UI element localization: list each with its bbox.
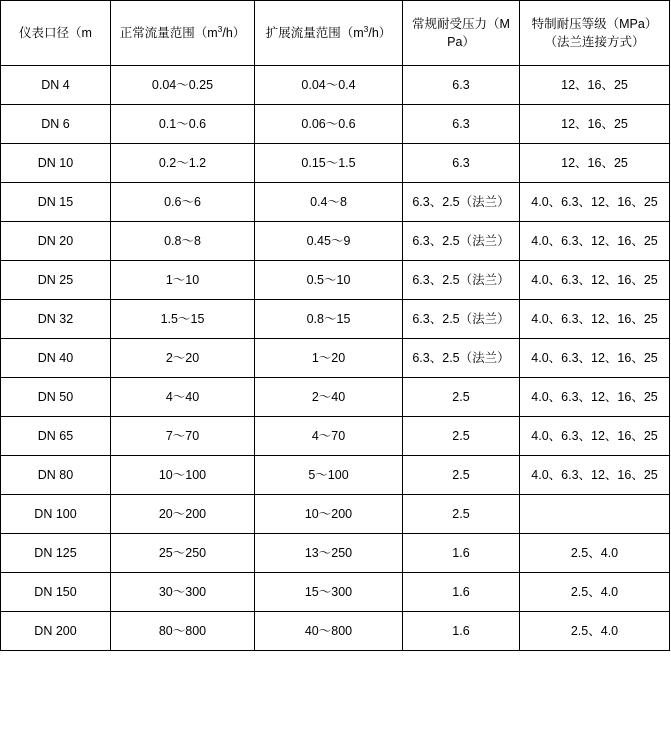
- column-header-special-pressure: [520, 1, 670, 66]
- cell-diameter: DN 25: [1, 261, 111, 300]
- cell-extended-flow: 0.4～8: [255, 183, 403, 222]
- table-header-row: [1, 1, 670, 66]
- cell-standard-pressure: 6.3: [403, 66, 520, 105]
- table-row: [1, 378, 670, 417]
- cell-standard-pressure: 6.3、2.5（法兰）: [403, 261, 520, 300]
- cell-diameter: DN 32: [1, 300, 111, 339]
- cell-special-pressure: 2.5、4.0: [520, 534, 670, 573]
- cell-diameter: DN 125: [1, 534, 111, 573]
- cell-extended-flow: 15～300: [255, 573, 403, 612]
- cell-diameter: DN 10: [1, 144, 111, 183]
- cell-normal-flow: 4～40: [111, 378, 255, 417]
- column-header-special-pressure-post: 兰连接方式）: [569, 35, 645, 49]
- cell-standard-pressure: 2.5: [403, 495, 520, 534]
- cell-standard-pressure: 1.6: [403, 612, 520, 651]
- column-header-standard-pressure-pre: 常规耐受压力（MP: [412, 16, 510, 49]
- cell-normal-flow: 0.2～1.2: [111, 144, 255, 183]
- cell-extended-flow: 2～40: [255, 378, 403, 417]
- table-row: [1, 105, 670, 144]
- cell-normal-flow: 0.1～0.6: [111, 105, 255, 144]
- cell-special-pressure: 2.5、4.0: [520, 612, 670, 651]
- superscript-3: 3: [217, 23, 223, 34]
- table-row: [1, 612, 670, 651]
- cell-diameter: DN 200: [1, 612, 111, 651]
- cell-standard-pressure: 2.5: [403, 417, 520, 456]
- cell-special-pressure: 4.0、6.3、12、16、25: [520, 378, 670, 417]
- cell-special-pressure: 4.0、6.3、12、16、25: [520, 417, 670, 456]
- cell-extended-flow: 13～250: [255, 534, 403, 573]
- table-row: [1, 144, 670, 183]
- cell-special-pressure: 4.0、6.3、12、16、25: [520, 339, 670, 378]
- cell-standard-pressure: 2.5: [403, 378, 520, 417]
- cell-standard-pressure: 6.3: [403, 144, 520, 183]
- cell-special-pressure: 4.0、6.3、12、16、25: [520, 183, 670, 222]
- cell-special-pressure: [520, 495, 670, 534]
- table-row: [1, 495, 670, 534]
- cell-extended-flow: 0.5～10: [255, 261, 403, 300]
- cell-standard-pressure: 6.3、2.5（法兰）: [403, 183, 520, 222]
- column-header-diameter: [1, 1, 111, 66]
- cell-normal-flow: 0.04～0.25: [111, 66, 255, 105]
- cell-standard-pressure: 6.3、2.5（法兰）: [403, 339, 520, 378]
- cell-diameter: DN 65: [1, 417, 111, 456]
- cell-standard-pressure: 6.3: [403, 105, 520, 144]
- column-header-extended-flow: [255, 1, 403, 66]
- cell-special-pressure: 12、16、25: [520, 66, 670, 105]
- cell-extended-flow: 40～800: [255, 612, 403, 651]
- cell-normal-flow: 0.6～6: [111, 183, 255, 222]
- column-header-normal-flow-pre: 正常流量范围（m: [119, 25, 218, 40]
- cell-extended-flow: 0.06～0.6: [255, 105, 403, 144]
- cell-special-pressure: 2.5、4.0: [520, 573, 670, 612]
- cell-normal-flow: 30～300: [111, 573, 255, 612]
- column-header-extended-flow-post: /h）: [368, 25, 392, 40]
- cell-diameter: DN 4: [1, 66, 111, 105]
- cell-diameter: DN 50: [1, 378, 111, 417]
- cell-standard-pressure: 1.6: [403, 534, 520, 573]
- cell-normal-flow: 20～200: [111, 495, 255, 534]
- cell-special-pressure: 4.0、6.3、12、16、25: [520, 456, 670, 495]
- cell-special-pressure: 12、16、25: [520, 144, 670, 183]
- cell-standard-pressure: 2.5: [403, 456, 520, 495]
- cell-diameter: DN 40: [1, 339, 111, 378]
- cell-normal-flow: 0.8～8: [111, 222, 255, 261]
- cell-special-pressure: 4.0、6.3、12、16、25: [520, 300, 670, 339]
- cell-diameter: DN 80: [1, 456, 111, 495]
- table-row: [1, 261, 670, 300]
- column-header-standard-pressure: [403, 1, 520, 66]
- cell-extended-flow: 4～70: [255, 417, 403, 456]
- table-row: [1, 456, 670, 495]
- cell-extended-flow: 0.04～0.4: [255, 66, 403, 105]
- cell-standard-pressure: 1.6: [403, 573, 520, 612]
- column-header-special-pressure-pre: 特制耐压等级（MPa）（法: [531, 16, 658, 49]
- cell-extended-flow: 0.45～9: [255, 222, 403, 261]
- column-header-diameter-pre: 仪表口径（m: [19, 25, 92, 40]
- cell-diameter: DN 20: [1, 222, 111, 261]
- cell-extended-flow: 0.15～1.5: [255, 144, 403, 183]
- table-row: [1, 222, 670, 261]
- column-header-extended-flow-pre: 扩展流量范围（m: [265, 25, 364, 40]
- column-header-standard-pressure-post: a）: [455, 35, 475, 49]
- cell-normal-flow: 25～250: [111, 534, 255, 573]
- table-row: [1, 573, 670, 612]
- cell-normal-flow: 1～10: [111, 261, 255, 300]
- cell-standard-pressure: 6.3、2.5（法兰）: [403, 300, 520, 339]
- cell-extended-flow: 1～20: [255, 339, 403, 378]
- cell-diameter: DN 15: [1, 183, 111, 222]
- table-body: [1, 66, 670, 651]
- cell-diameter: DN 6: [1, 105, 111, 144]
- cell-special-pressure: 4.0、6.3、12、16、25: [520, 222, 670, 261]
- cell-special-pressure: 12、16、25: [520, 105, 670, 144]
- cell-extended-flow: 0.8～15: [255, 300, 403, 339]
- cell-normal-flow: 7～70: [111, 417, 255, 456]
- table-row: [1, 339, 670, 378]
- column-header-normal-flow: [111, 1, 255, 66]
- table-row: [1, 183, 670, 222]
- table-header: [1, 1, 670, 66]
- cell-diameter: DN 100: [1, 495, 111, 534]
- footer-note: [56, 722, 656, 736]
- cell-normal-flow: 80～800: [111, 612, 255, 651]
- cell-normal-flow: 1.5～15: [111, 300, 255, 339]
- cell-standard-pressure: 6.3、2.5（法兰）: [403, 222, 520, 261]
- cell-normal-flow: 2～20: [111, 339, 255, 378]
- table-row: [1, 300, 670, 339]
- cell-diameter: DN 150: [1, 573, 111, 612]
- table-row: [1, 417, 670, 456]
- cell-extended-flow: 5～100: [255, 456, 403, 495]
- cell-normal-flow: 10～100: [111, 456, 255, 495]
- column-header-normal-flow-post: /h）: [222, 25, 246, 40]
- superscript-3: 3: [363, 23, 369, 34]
- table-row: [1, 66, 670, 105]
- cell-extended-flow: 10～200: [255, 495, 403, 534]
- cell-special-pressure: 4.0、6.3、12、16、25: [520, 261, 670, 300]
- table-row: [1, 534, 670, 573]
